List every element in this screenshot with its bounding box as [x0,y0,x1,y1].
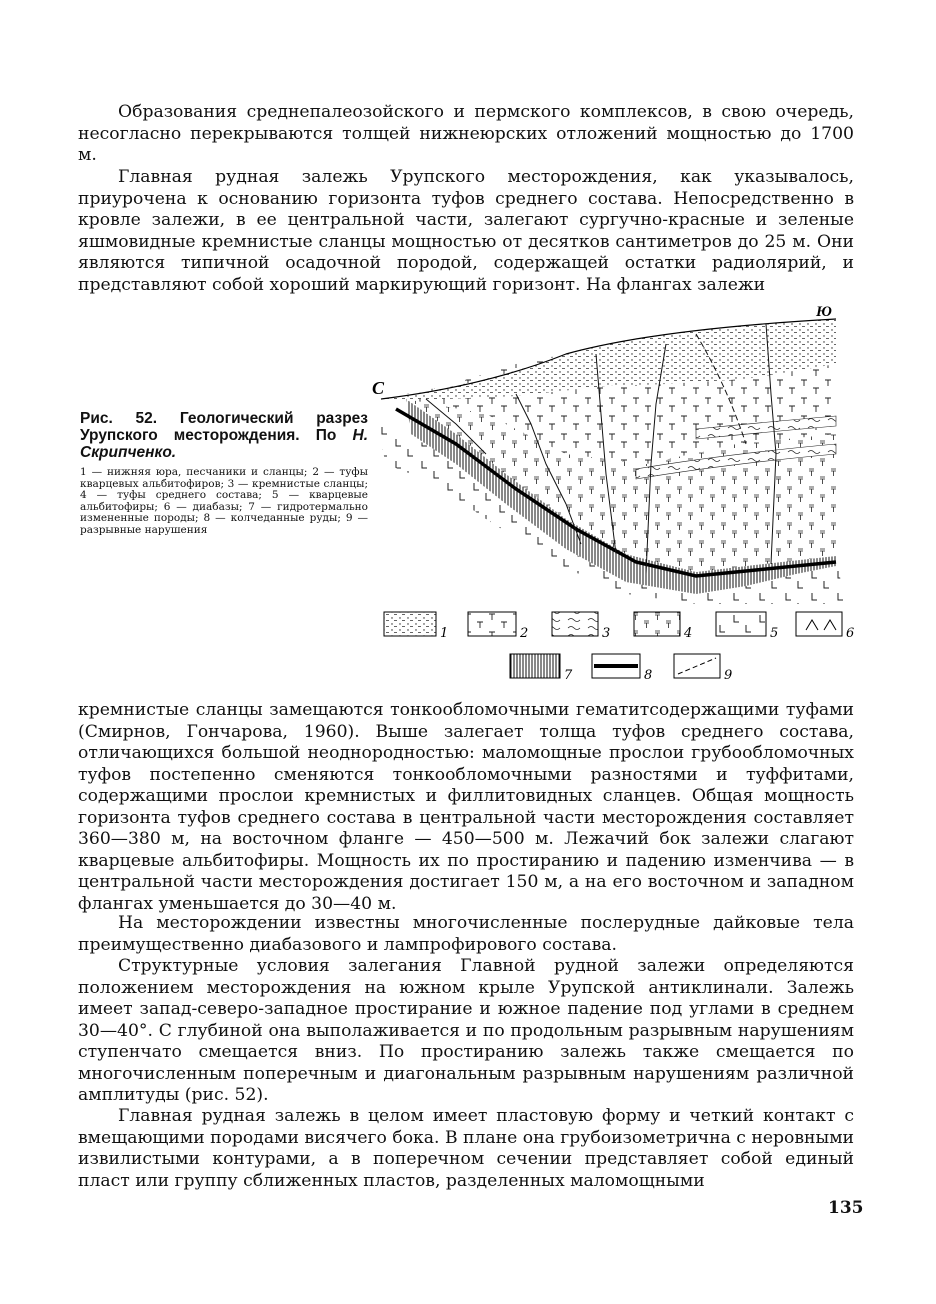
caption-legend: 1 — нижняя юра, песчаники и сланцы; 2 — туфы кварцевых альбитофиров; 3 — кремнистые сланцы; 4 — туфы среднего состава; 5 — кварцевые альбитофиры; 6 — диабазы; 7 — гидротермально измененные породы; 8 — колчеданные руды; 9 — разрывные нарушения [80,466,368,536]
paragraph-1: Образования среднепалеозойского и пермского комплексов, в свою очередь, несогласно перекрываются толщей нижнеюрских отложений мощностью до 1700 м. [78,102,854,165]
label-north: С [372,378,385,398]
paragraph-5: Структурные условия залегания Главной рудной залежи определяются положением месторождения на южном крыле Урупской антиклинали. Залежь имеет запад-северо-западное простирание и южное падение под углами в среднем 30—40°. С глубиной она выполаживается и по продольным разрывным нарушениям ступенчато смещается вниз. По простиранию залежь также смещается по многочисленным поперечным и диагональным разрывным нарушениям различной амплитуды (рис. 52). [78,956,854,1105]
geological-section-figure [366,304,866,699]
legend-num-5: 5 [770,626,779,641]
legend-swatch-6 [796,612,842,636]
legend-swatch-5 [716,612,766,636]
caption-title-text: Рис. 52. Геологический разрез Урупского месторождения. По [80,410,368,444]
paragraph-3: кремнистые сланцы замещаются тонкообломочными гематитсодержащими туфами (Смирнов, Гончарова, 1960). Выше залегает толща туфов среднего состава, отличающихся большой неоднородностью: маломощные прослои грубообломочных туфов постепенно сменяются тонкообломочными разностями и туффитами, содержащими прослои кремнистых и филлитовидных сланцев. Общая мощность горизонта туфов среднего состава в центральной части месторождения составляет 360—380 м, на восточном фланге — 450—500 м. Лежачий бок залежи слагают кварцевые альбитофиры. Мощность их по простиранию и падению изменчива — в центральной части месторождения достигает 150 м, а на его восточном и западном флангах уменьшается до 30—40 м. [78,700,854,914]
legend-swatch-7 [510,654,560,678]
legend-num-7: 7 [564,668,573,683]
legend-swatch-4 [634,612,680,636]
legend-num-9: 9 [724,668,733,683]
legend-num-2: 2 [520,626,529,641]
legend-num-4: 4 [684,626,693,641]
paragraph-4: На месторождении известны многочисленные послерудные дайковые тела преимущественно диабазового и лампрофирового состава. [78,913,854,955]
paragraph-2: Главная рудная залежь Урупского месторождения, как указывалось, приурочена к основанию горизонта туфов среднего состава. Непосредственно в кровле залежи, в ее центральной части, залегают сургучно-красные и зеленые яшмовидные кремнистые сланцы мощностью от десятков сантиметров до 25 м. Они являются типичной осадочной породой, содержащей остатки радиолярий, и представляют собой хороший маркирующий горизонт. На флангах залежи [78,167,854,295]
legend-num-1: 1 [440,626,449,641]
figure-caption [80,410,368,536]
legend-swatch-1 [384,612,436,636]
caption-author: Н. Скрипченко. [80,427,368,461]
caption-title [80,410,368,461]
paragraph-6: Главная рудная залежь в целом имеет пластовую форму и четкий контакт с вмещающими породами висячего бока. В плане она грубоизометрична с неровными извилистыми контурами, а в поперечном сечении представляет собой единый пласт или группу сближенных пластов, разделенных маломощными [78,1106,855,1191]
legend [384,612,854,683]
page-number: 135 [828,1198,864,1218]
legend-num-8: 8 [644,668,653,683]
legend-num-6: 6 [846,626,855,641]
legend-swatch-3 [552,612,598,636]
legend-swatch-2 [468,612,516,636]
legend-num-3: 3 [602,626,611,641]
label-south: Ю [816,304,832,320]
